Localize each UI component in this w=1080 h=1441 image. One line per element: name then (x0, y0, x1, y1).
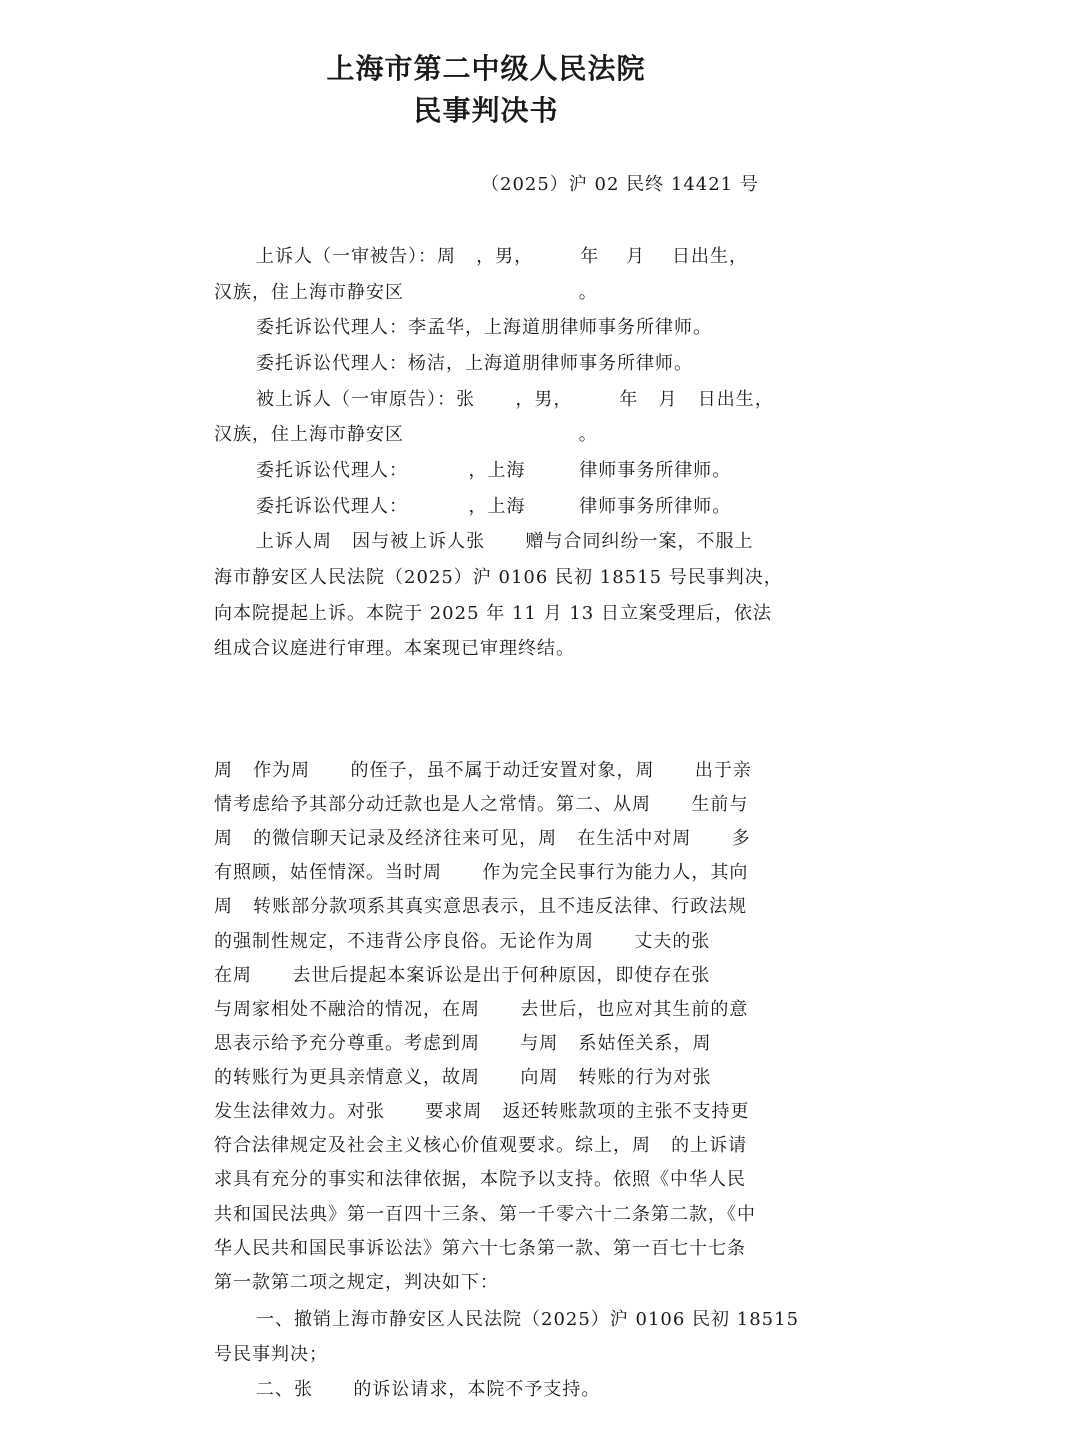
text-line: 上诉人周 因与被上诉人张 赠与合同纠纷一案，不服上 (256, 531, 754, 552)
text-line: 周 的微信聊天记录及经济往来可见，周 在生活中对周 多 (214, 828, 751, 849)
text-line: 向本院提起上诉。本院于 2025 年 11 月 13 日立案受理后，依法 (214, 603, 772, 624)
text-line: 二、张 的诉讼请求，本院不予支持。 (256, 1379, 601, 1400)
text-line: 求具有充分的事实和法律依据，本院予以支持。依照《中华人民 (214, 1169, 746, 1190)
text-line: 思表示给予充分尊重。考虑到周 与周 系姑侄关系，周 (214, 1033, 712, 1054)
text-line: 的转账行为更具亲情意义，故周 向周 转账的行为对张 (214, 1067, 712, 1088)
text-line: 委托诉讼代理人：杨洁，上海道朋律师事务所律师。 (256, 353, 693, 374)
text-line: 情考虑给予其部分动迁款也是人之常情。第二、从周 生前与 (214, 794, 749, 815)
text-line: 第一款第二项之规定，判决如下： (214, 1272, 499, 1293)
text-line: 周 转账部分款项系其真实意思表示，且不违反法律、行政法规 (214, 896, 748, 917)
case-number: （2025）沪 02 民终 14421 号 (481, 174, 759, 195)
text-line: 华人民共和国民事诉讼法》第六十七条第一款、第一百七十七条 (214, 1238, 746, 1259)
text-line: 委托诉讼代理人：李孟华，上海道朋律师事务所律师。 (256, 317, 712, 338)
text-line: 汉族，住上海市静安区 。 (214, 424, 598, 445)
text-line: 海市静安区人民法院（2025）沪 0106 民初 18515 号民事判决， (214, 567, 783, 588)
text-line: 被上诉人（一审原告）：张 ，男， 年 月 日出生， (256, 389, 774, 410)
text-line: 委托诉讼代理人： ，上海 律师事务所律师。 (256, 496, 732, 517)
text-line: 符合法律规定及社会主义核心价值观要求。综上，周 的上诉请 (214, 1135, 748, 1156)
text-line: 一、撤销上海市静安区人民法院（2025）沪 0106 民初 18515 (256, 1309, 800, 1330)
text-line: 发生法律效力。对张 要求周 返还转账款项的主张不支持更 (214, 1101, 750, 1122)
text-line: 号民事判决； (214, 1344, 328, 1365)
document-type: 民事判决书 (413, 94, 559, 127)
text-line: 在周 去世后提起本案诉讼是出于何种原因，即使存在张 (214, 965, 711, 986)
text-line: 与周家相处不融洽的情况，在周 去世后，也应对其生前的意 (214, 999, 749, 1020)
text-line: 上诉人（一审被告）：周 ，男， 年 月 日出生， (256, 246, 748, 267)
text-line: 周 作为周 的侄子，虽不属于动迁安置对象，周 出于亲 (214, 760, 752, 781)
text-line: 汉族，住上海市静安区 。 (214, 282, 598, 303)
text-line: 委托诉讼代理人： ，上海 律师事务所律师。 (256, 460, 732, 481)
text-line: 共和国民法典》第一百四十三条、第一千零六十二条第二款，《中 (214, 1204, 756, 1225)
court-name: 上海市第二中级人民法院 (326, 52, 646, 85)
text-line: 组成合议庭进行审理。本案现已审理终结。 (214, 638, 575, 659)
text-line: 的强制性规定，不违背公序良俗。无论作为周 丈夫的张 (214, 931, 711, 952)
text-line: 有照顾，姑侄情深。当时周 作为完全民事行为能力人，其向 (214, 862, 749, 883)
